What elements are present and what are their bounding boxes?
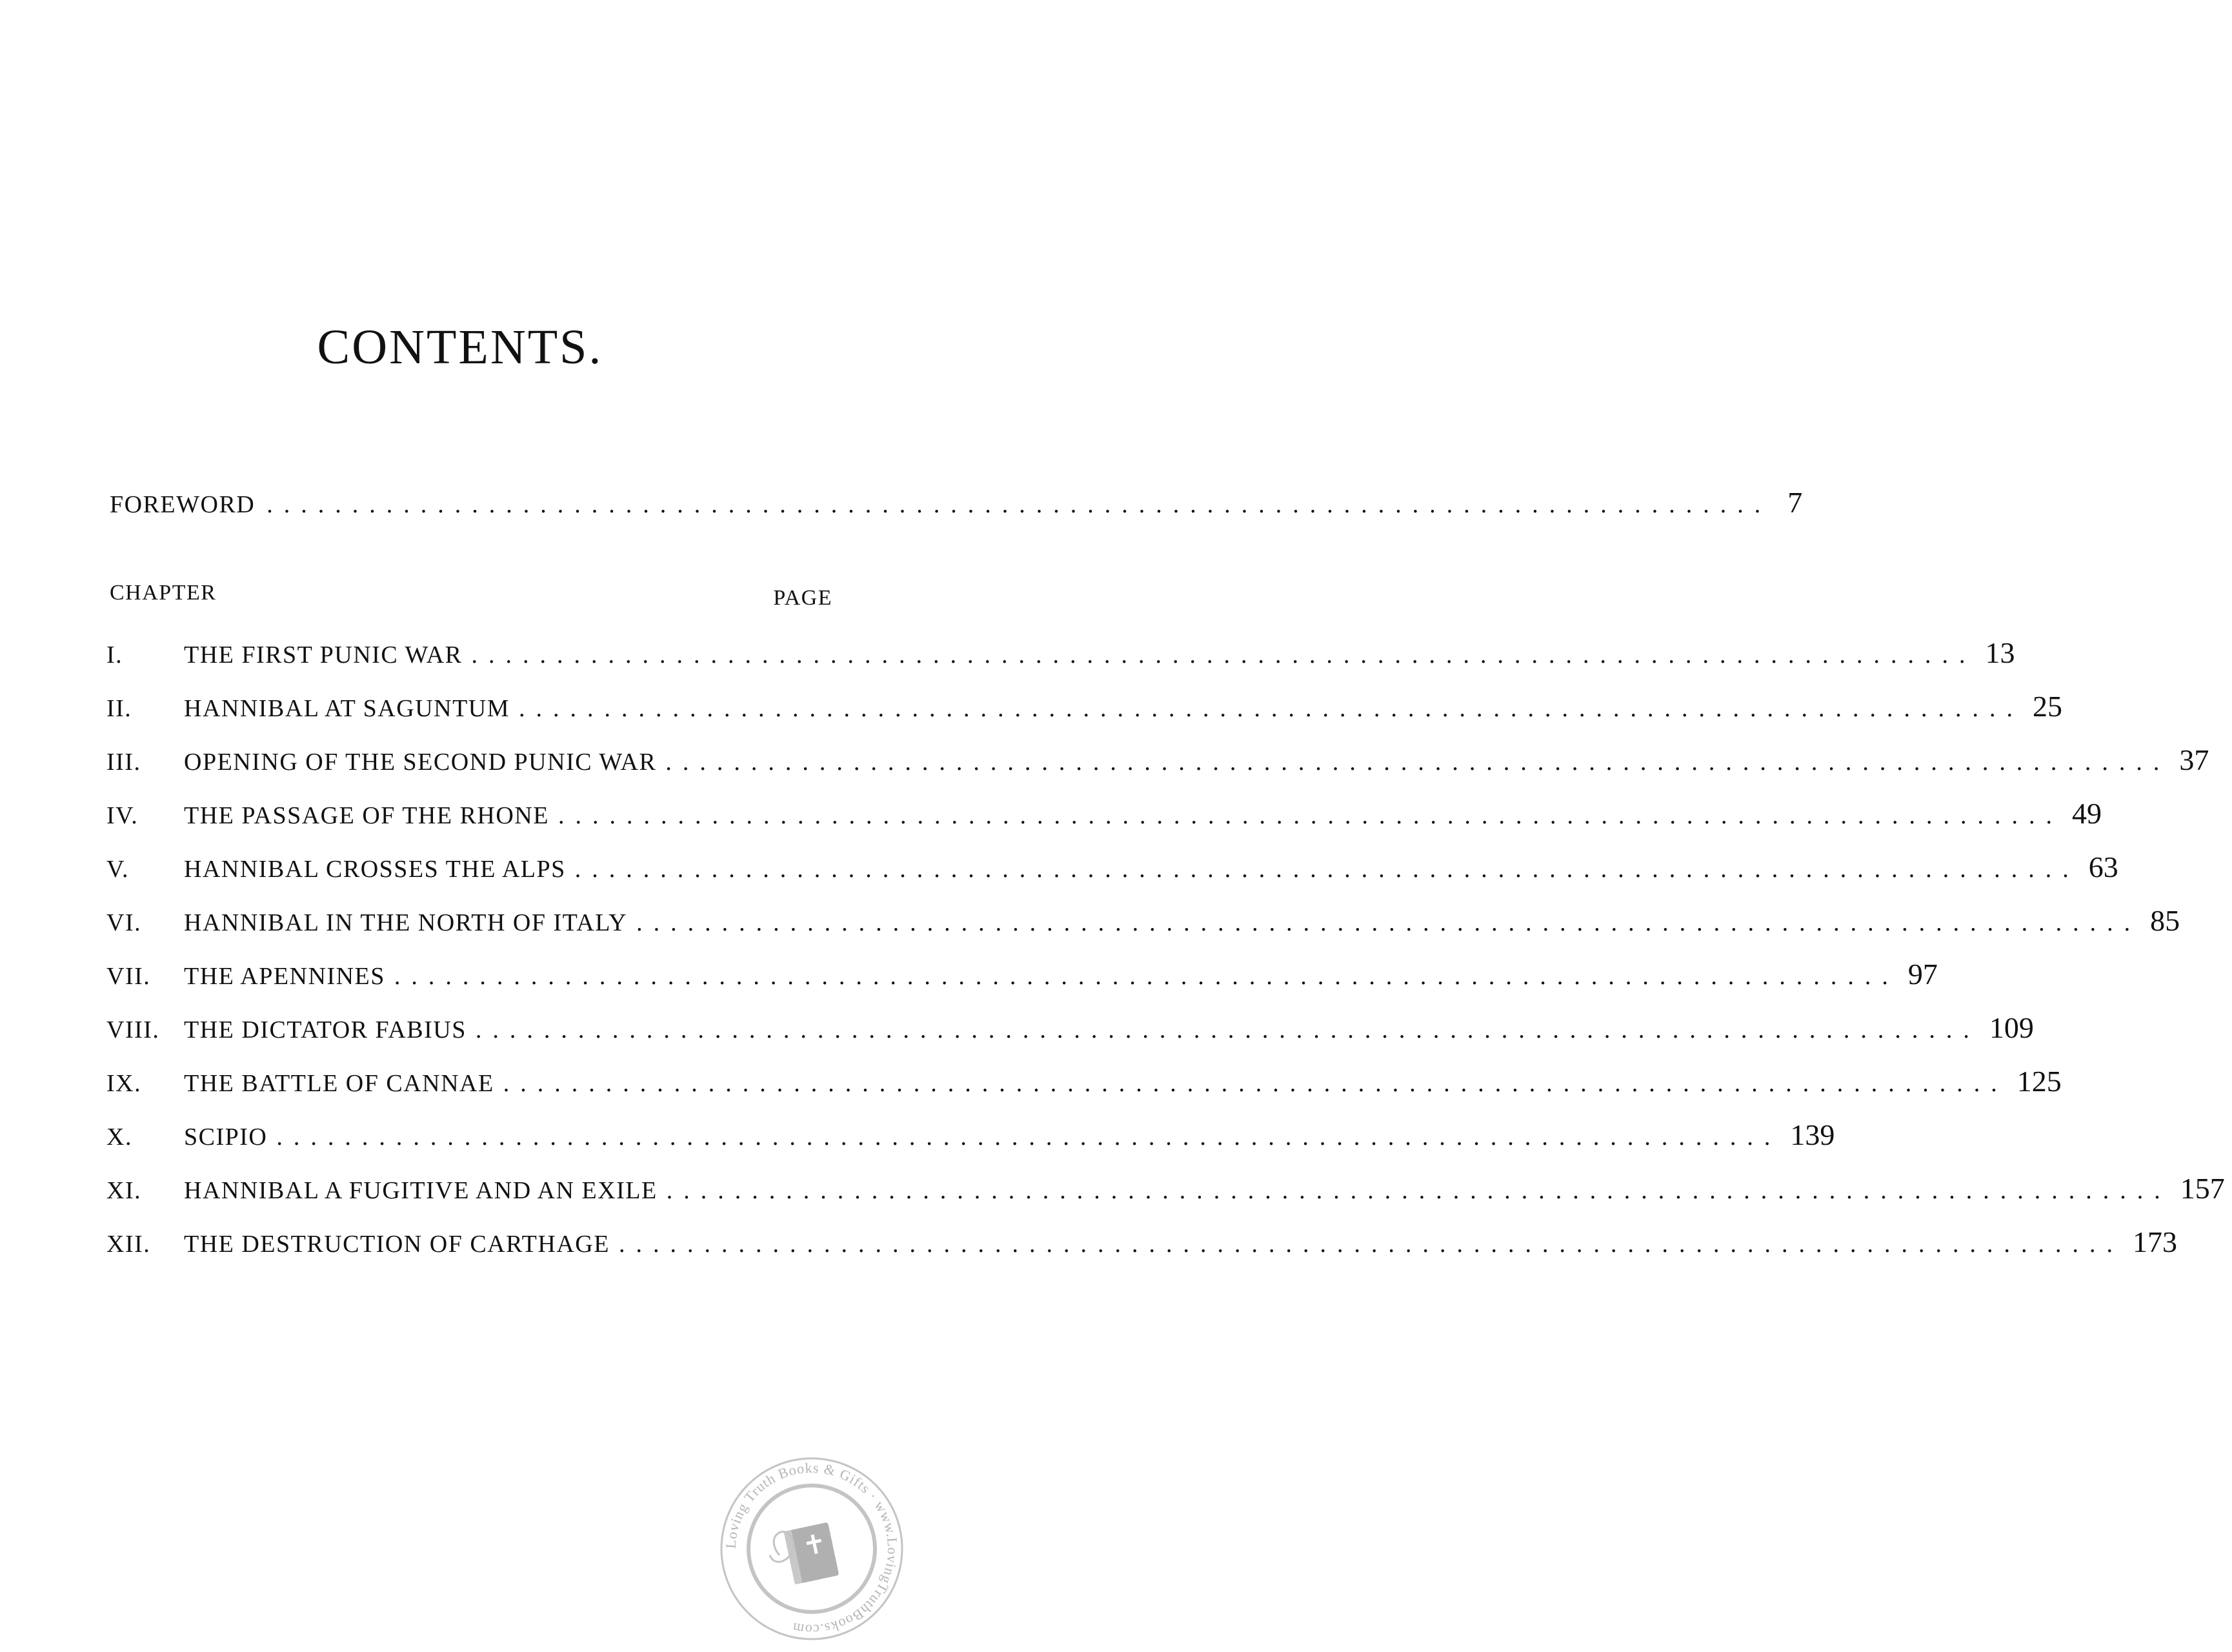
chapter-page: 37: [2179, 743, 2209, 776]
chapter-title: THE BATTLE OF CANNAE: [184, 1070, 494, 1097]
chapter-title: THE APENNINES: [184, 963, 385, 990]
chapter-title: HANNIBAL IN THE NORTH OF ITALY: [184, 909, 628, 936]
leader-dots: ........................................................................................: [471, 641, 1976, 669]
foreword-entry: [110, 485, 1803, 519]
chapter-entry: [106, 850, 2118, 903]
leader-dots: ........................................................................................: [665, 749, 2171, 776]
foreword-label: FOREWORD: [110, 491, 256, 518]
chapter-title: THE FIRST PUNIC WAR: [184, 641, 463, 669]
chapter-number: III.: [106, 749, 141, 776]
chapter-page: 109: [1989, 1011, 2034, 1044]
leader-dots: ........................................................................................: [276, 1123, 1782, 1151]
chapter-page: 63: [2088, 851, 2118, 883]
leader-dots: ........................................................................................: [475, 1016, 1980, 1043]
chapter-entry: [106, 689, 2063, 743]
page-header: PAGE: [773, 586, 832, 610]
leader-dots: ........................................................................................: [519, 695, 2024, 722]
chapter-title: SCIPIO: [184, 1123, 268, 1151]
chapter-title: THE DICTATOR FABIUS: [184, 1016, 467, 1043]
column-headers: [110, 581, 832, 610]
foreword-page: 7: [1787, 486, 1803, 519]
chapter-number: I.: [106, 641, 123, 669]
chapter-number: VII.: [106, 963, 151, 990]
chapter-entry: [106, 1225, 2177, 1278]
leader-dots: ........................................................................................: [394, 963, 1899, 990]
chapter-number: XII.: [106, 1231, 151, 1258]
chapter-number: IX.: [106, 1070, 142, 1097]
chapter-page: 125: [2016, 1065, 2062, 1098]
leader-dots: ........................................................................................: [558, 802, 2063, 829]
chapter-title: THE DESTRUCTION OF CARTHAGE: [184, 1231, 610, 1258]
chapter-entry: [106, 636, 2015, 689]
watermark-stamp-icon: [715, 1452, 909, 1646]
chapter-page: 85: [2150, 904, 2180, 937]
chapter-header: CHAPTER: [110, 581, 217, 605]
leader-dots: ........................................................................................: [666, 1177, 2171, 1204]
leader-dots: ........................................................................................: [503, 1070, 2008, 1097]
leader-dots: ........................................................................................: [574, 856, 2080, 883]
chapter-number: VIII.: [106, 1016, 160, 1043]
chapter-page: 157: [2180, 1172, 2225, 1205]
leader-dots: ........................................................................................: [636, 909, 2142, 936]
chapter-title: OPENING OF THE SECOND PUNIC WAR: [184, 749, 657, 776]
chapter-title: HANNIBAL A FUGITIVE AND AN EXILE: [184, 1177, 658, 1204]
chapter-list: [106, 636, 2225, 1278]
chapter-number: X.: [106, 1123, 132, 1151]
chapter-entry: [106, 1011, 2034, 1064]
chapter-entry: [106, 743, 2209, 796]
chapter-title: THE PASSAGE OF THE RHONE: [184, 802, 549, 829]
chapter-number: XI.: [106, 1177, 142, 1204]
chapter-page: 139: [1790, 1118, 1835, 1151]
chapter-title: HANNIBAL CROSSES THE ALPS: [184, 856, 566, 883]
leader-dots: ........................................................................................: [618, 1231, 2124, 1258]
chapter-number: VI.: [106, 909, 142, 936]
chapter-title: HANNIBAL AT SAGUNTUM: [184, 695, 510, 722]
chapter-entry: [106, 1118, 1835, 1171]
chapter-entry: [106, 796, 2102, 850]
leader-dots: ........................................................................................: [266, 491, 1772, 518]
chapter-entry: [106, 1064, 2062, 1118]
chapter-page: 13: [1985, 636, 2015, 669]
chapter-entry: [106, 903, 2180, 957]
chapter-entry: [106, 1171, 2225, 1225]
chapter-page: 97: [1907, 958, 1938, 991]
chapter-page: 49: [2071, 797, 2102, 830]
chapter-number: V.: [106, 856, 130, 883]
chapter-entry: [106, 957, 1938, 1011]
chapter-page: 173: [2132, 1225, 2177, 1258]
chapter-number: II.: [106, 695, 132, 722]
chapter-number: IV.: [106, 802, 139, 829]
watermark-text: Loving Truth Books & Gifts · www.LovingTruthBooks.com: [722, 1459, 901, 1638]
page-title: CONTENTS.: [317, 320, 603, 374]
chapter-page: 25: [2033, 690, 2063, 723]
